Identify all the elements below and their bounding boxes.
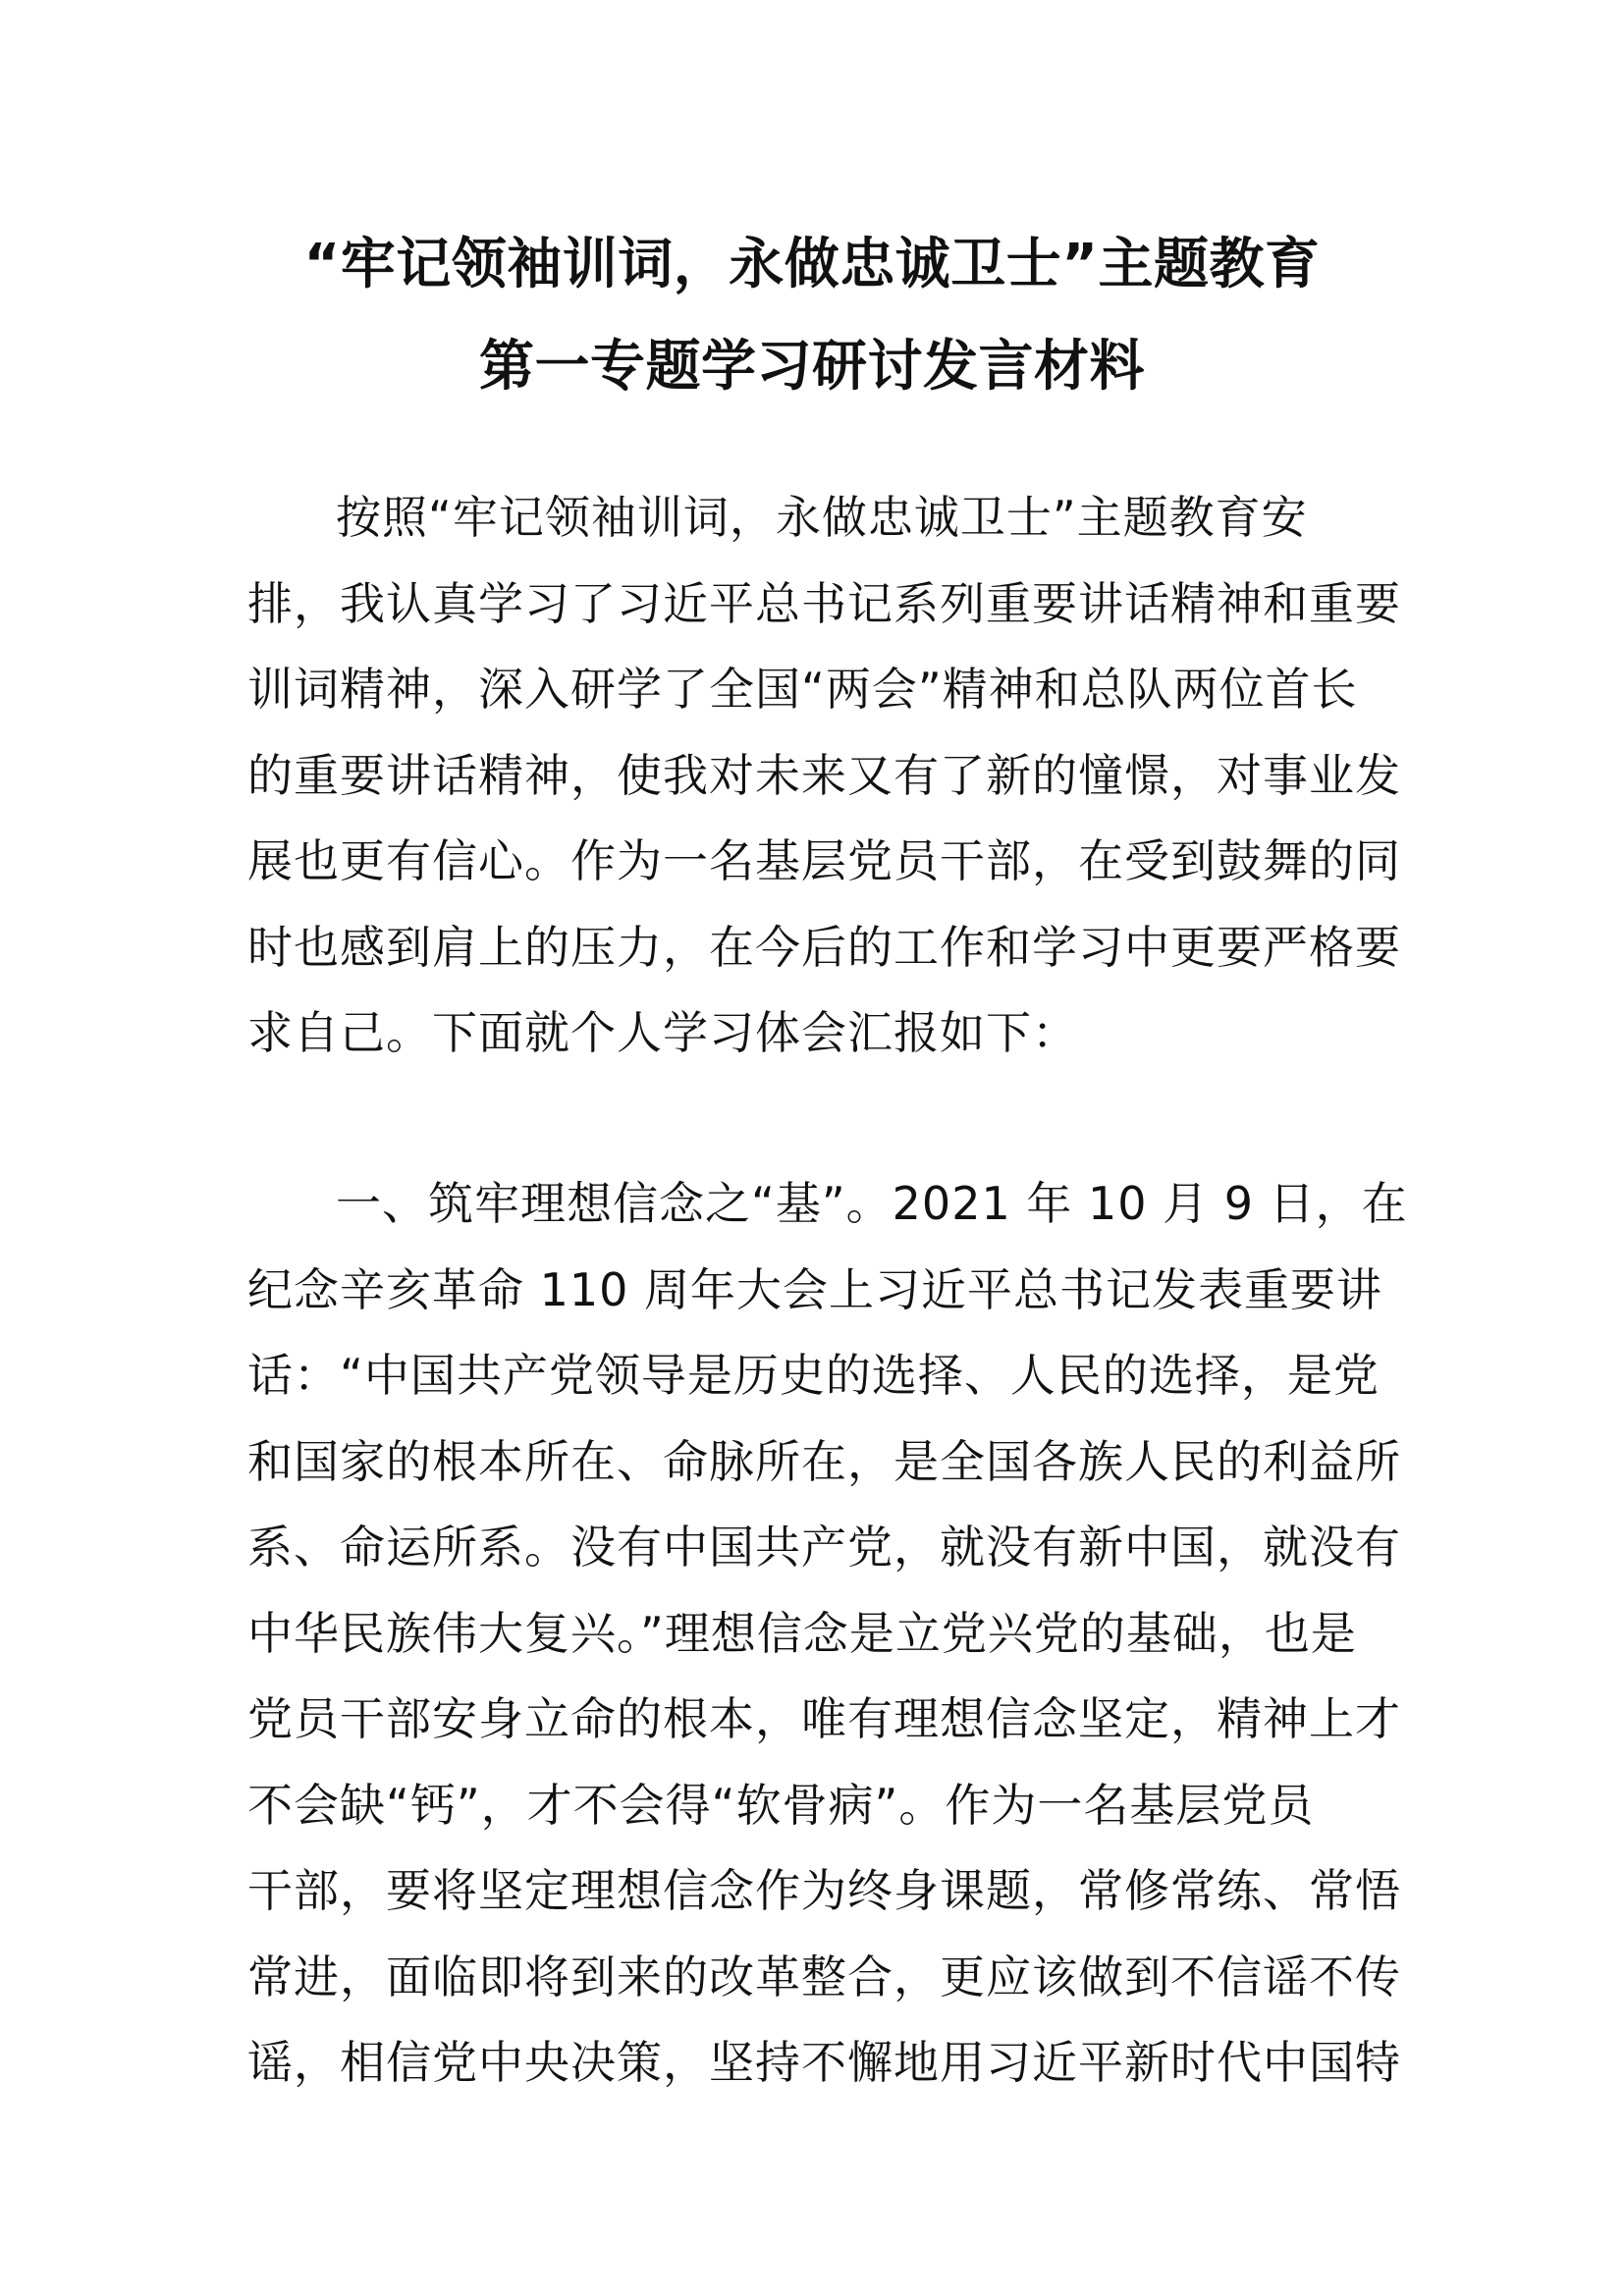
paragraph-line: 求自己。下面就个人学习体会汇报如下：	[247, 1006, 1078, 1059]
paragraph-line: 系、命运所系。没有中国共产党，就没有新中国，就没有	[247, 1521, 1401, 1574]
paragraph-line: 党员干部安身立命的根本，唯有理想信念坚定，精神上才	[247, 1692, 1401, 1745]
paragraph-line: 不会缺“钙”，才不会得“软骨病”。作为一名基层党员	[247, 1778, 1315, 1832]
paragraph-line: 中华民族伟大复兴。”理想信念是立党兴党的基础，也是	[247, 1606, 1357, 1660]
paragraph-line: 谣，相信党中央决策，坚持不懈地用习近平新时代中国特	[247, 2036, 1401, 2089]
paragraph-line: 纪念辛亥革命 110 周年大会上习近平总书记发表重要讲	[247, 1262, 1383, 1316]
title-line-1: “牢记领袖训词，永做忠诚卫士”主题教育	[303, 233, 1321, 296]
paragraph-line: 排，我认真学习了习近平总书记系列重要讲话精神和重要	[247, 576, 1401, 630]
paragraph-line: 话：“中国共产党领导是历史的选择、人民的选择，是党	[247, 1349, 1380, 1402]
document-title	[196, 214, 1428, 418]
paragraph-line: 的重要讲话精神，使我对未来又有了新的憧憬，对事业发	[247, 748, 1401, 802]
paragraph-line: 常进，面临即将到来的改革整合，更应该做到不信谣不传	[247, 1949, 1401, 2003]
paragraph-line: 干部，要将坚定理想信念作为终身课题，常修常练、常悟	[247, 1864, 1401, 1917]
paragraph-intro	[247, 475, 1401, 1077]
paragraph-line: 按照“牢记领袖训词，永做忠诚卫士”主题教育安	[336, 491, 1308, 544]
paragraph-line: 和国家的根本所在、命脉所在，是全国各族人民的利益所	[247, 1434, 1401, 1488]
paragraph-line: 训词精神，深入研学了全国“两会”精神和总队两位首长	[247, 663, 1358, 716]
paragraph-section-one	[247, 1161, 1408, 2107]
title-line-2: 第一专题学习研讨发言材料	[479, 335, 1145, 399]
paragraph-line: 一、筑牢理想信念之“基”。2021 年 10 月 9 日，在	[336, 1177, 1408, 1230]
paragraph-line: 时也感到肩上的压力，在今后的工作和学习中更要严格要	[247, 920, 1401, 974]
paragraph-line: 展也更有信心。作为一名基层党员干部，在受到鼓舞的同	[247, 834, 1401, 887]
